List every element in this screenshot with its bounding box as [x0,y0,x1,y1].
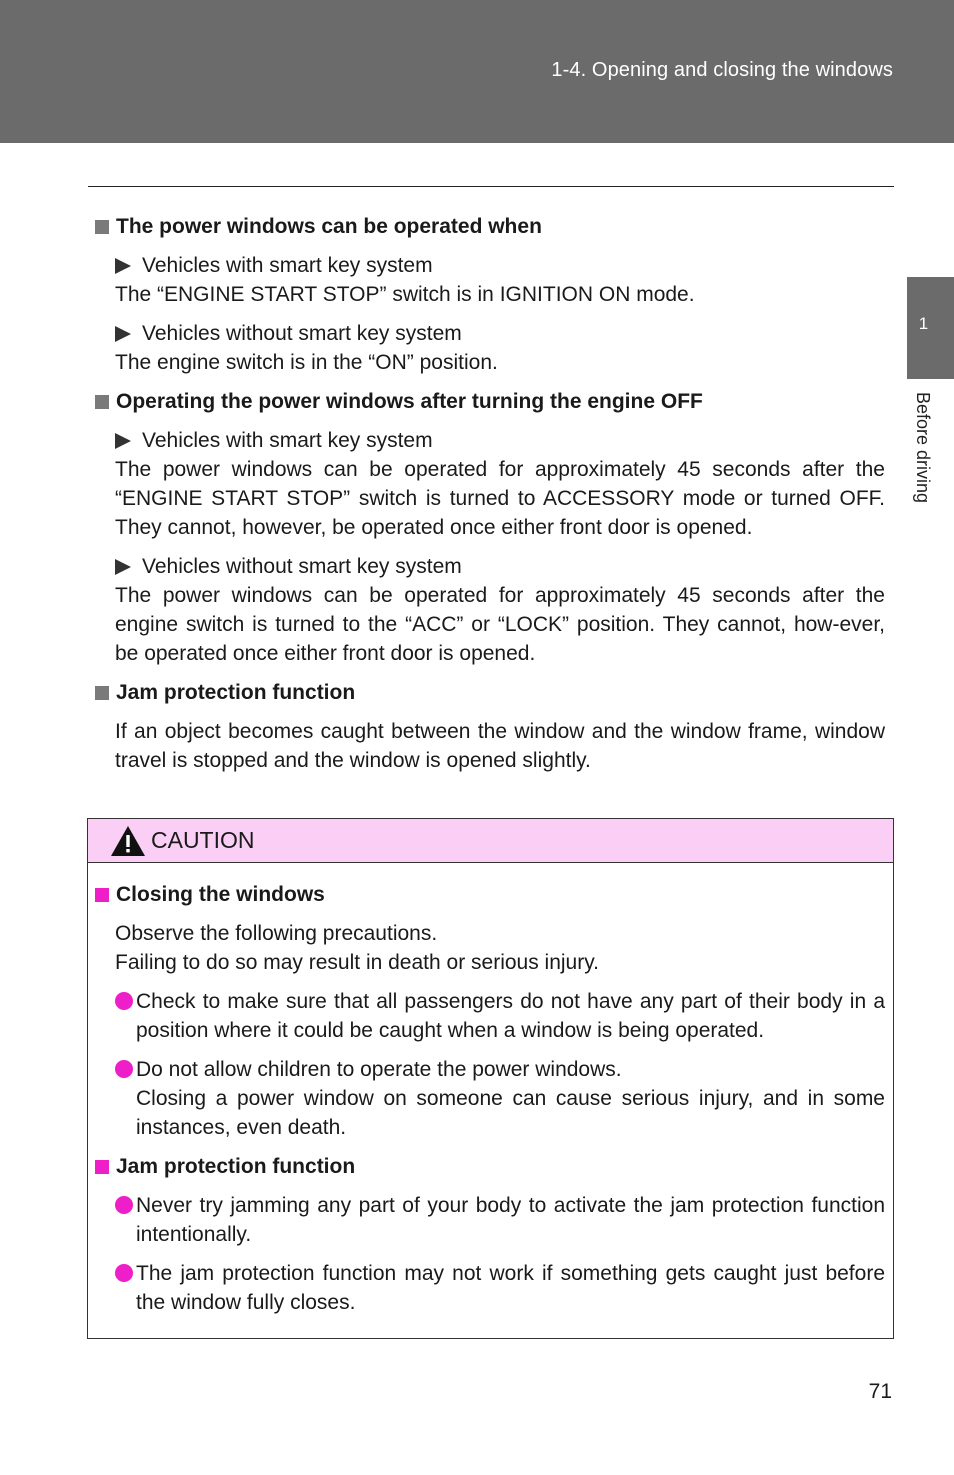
caution-section-heading: Closing the windows [95,880,885,909]
square-bullet-icon [95,686,109,700]
circle-bullet-icon [115,1196,133,1214]
caution-section-heading: Jam protection function [95,1152,885,1181]
caution-box [87,818,894,1339]
square-bullet-icon [95,1160,109,1174]
paragraph: The power windows can be operated for approximately 45 seconds after the “ENGINE START STOP” switch is turned to ACCESSORY mode or turned OFF. They cannot, however, be operated once either front door is opened. [115,458,885,539]
paragraph: Failing to do so may result in death or serious injury. [115,951,600,974]
section-heading: Operating the power windows after turning the engine OFF [95,387,885,416]
paragraph: Observe the following precautions. [115,922,438,945]
page-header [0,0,954,143]
square-bullet-icon [95,395,109,409]
subheading: Vehicles without smart key system [115,319,885,348]
paragraph: The engine switch is in the “ON” position. [115,351,498,374]
section-block [115,552,885,668]
caution-bullet: Never try jamming any part of your body to activate the jam protection function intentionally. [115,1191,885,1249]
caution-bullet: The jam protection function may not work if something gets caught just before the window fully closes. [115,1259,885,1317]
caution-intro [115,919,885,977]
triangle-arrow-icon [115,258,131,274]
square-bullet-icon [95,888,109,902]
paragraph: The “ENGINE START STOP” switch is in IGNITION ON mode. [115,283,695,306]
caution-body [95,880,885,1317]
circle-bullet-icon [115,1264,133,1282]
section-block [115,717,885,775]
circle-bullet-icon [115,1060,133,1078]
square-bullet-icon [95,220,109,234]
section-heading: The power windows can be operated when [95,212,885,241]
chapter-tab [907,277,954,379]
caution-bullet: Do not allow children to operate the power windows. Closing a power window on someone can cause serious injury, and in some instances, even death. [115,1055,885,1142]
section-block [115,319,885,377]
section-block [115,251,885,309]
subheading: Vehicles with smart key system [115,251,885,280]
header-rule [88,186,894,187]
caution-header [88,819,893,863]
paragraph: The power windows can be operated for approximately 45 seconds after the engine switch is turned to the “ACC” or “LOCK” position. They cannot, how-ever, be operated once either front door is opened. [115,584,885,665]
triangle-arrow-icon [115,559,131,575]
section-title-header: 1-4. Opening and closing the windows [551,59,893,81]
triangle-arrow-icon [115,326,131,342]
chapter-number: 1 [918,314,929,333]
subheading: Vehicles without smart key system [115,552,885,581]
caution-label: CAUTION [151,827,255,853]
main-content [95,212,885,775]
page-number: 71 [868,1380,892,1403]
chapter-label: Before driving [913,392,933,504]
paragraph: If an object becomes caught between the window and the window frame, window travel is stopped and the window is opened slightly. [115,720,885,772]
subheading: Vehicles with smart key system [115,426,885,455]
section-block [115,426,885,542]
triangle-arrow-icon [115,433,131,449]
section-heading: Jam protection function [95,678,885,707]
warning-triangle-icon [109,824,147,858]
circle-bullet-icon [115,992,133,1010]
caution-bullet: Check to make sure that all passengers do not have any part of their body in a position where it could be caught when a window is being operated. [115,987,885,1045]
